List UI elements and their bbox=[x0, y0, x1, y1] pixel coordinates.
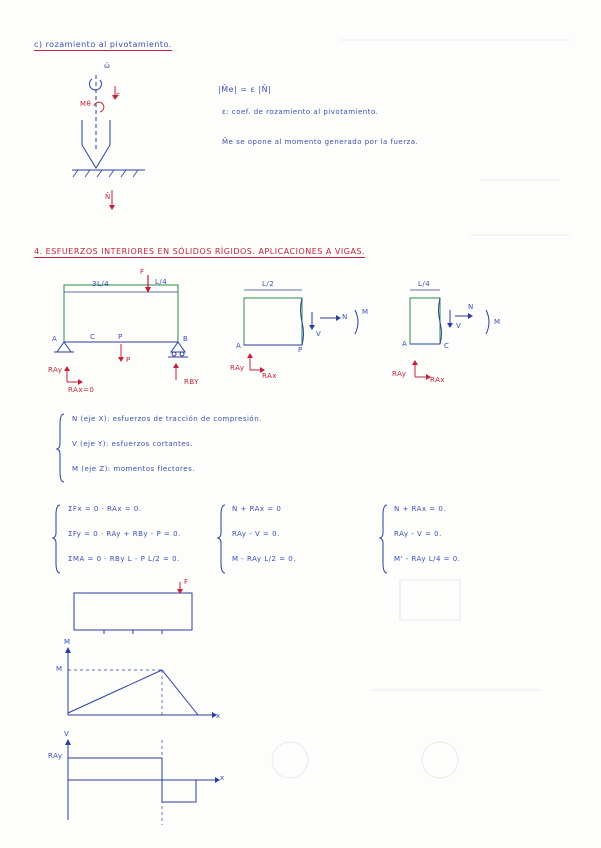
beam-rax: RAx=0 bbox=[68, 386, 95, 394]
eq-left-3: ΣMA = 0 · RBy L - P L/2 = 0. bbox=[68, 555, 180, 563]
bleed-through bbox=[272, 40, 570, 778]
cut2-n: N bbox=[468, 303, 474, 311]
braces bbox=[53, 414, 387, 573]
eq-right-2: RAy - V = 0. bbox=[394, 530, 442, 538]
eq-left-1: ΣFx = 0 · RAx = 0. bbox=[68, 505, 142, 513]
eq-left-2: ΣFy = 0 · RAy + RBy - P = 0. bbox=[68, 530, 181, 538]
omega-label: ω̄ bbox=[104, 62, 111, 70]
def-m: M (eje Z): momentos flectores. bbox=[72, 465, 195, 473]
cut1-v: V bbox=[316, 330, 322, 338]
cut1-dim: L/2 bbox=[262, 280, 275, 288]
beam-rby: RBY bbox=[184, 378, 200, 386]
eq-mid-2: RAy - V = 0. bbox=[232, 530, 280, 538]
moment-me-label: Mθ bbox=[80, 100, 92, 108]
cut1-drawing bbox=[244, 290, 358, 373]
moment-x-label: x bbox=[216, 712, 221, 720]
pivot-equation: |M̄e| = ε |N̄| bbox=[218, 85, 272, 94]
beam-point-b: B bbox=[183, 335, 189, 343]
pivot-desc-1: ε: coef. de rozamiento al pivotamiento. bbox=[222, 108, 379, 116]
cut1-point-a: A bbox=[236, 342, 242, 350]
shear-x-label: x bbox=[220, 774, 225, 782]
def-v: V (eje Y): esfuerzos cortantes. bbox=[72, 440, 193, 448]
beam-drawing bbox=[54, 275, 188, 385]
cut2-dim: L/4 bbox=[418, 280, 431, 288]
eq-mid-1: N + RAx = 0 bbox=[232, 505, 282, 513]
def-n: N (eje X): esfuerzos de tracción de compresión. bbox=[72, 415, 262, 423]
normal-n-label: N̄ bbox=[105, 193, 111, 201]
cut2-m: M bbox=[494, 318, 501, 326]
cut1-rax: RAx bbox=[262, 372, 278, 380]
force-f-label: F bbox=[116, 92, 121, 100]
eq-right-1: N + RAx = 0. bbox=[394, 505, 447, 513]
shear-diagram bbox=[65, 739, 220, 825]
cut1-n: N bbox=[342, 313, 348, 321]
diagram-force-label: F bbox=[184, 578, 189, 586]
beam-point-c: C bbox=[90, 333, 96, 341]
cut2-v: V bbox=[456, 322, 462, 330]
cut2-point-c: C bbox=[444, 342, 450, 350]
beam-ray: RAy bbox=[48, 366, 63, 374]
pivot-drawing bbox=[72, 75, 145, 210]
beam-point-a: A bbox=[52, 335, 58, 343]
cut1-ray: RAy bbox=[230, 364, 245, 372]
shear-tick-label: RAy bbox=[48, 752, 63, 760]
beam-point-p: P bbox=[118, 333, 123, 341]
force-diagram bbox=[74, 582, 192, 634]
moment-axis-label: M bbox=[64, 638, 71, 646]
moment-diagram bbox=[65, 647, 217, 718]
cut2-point-a: A bbox=[402, 340, 408, 348]
cut2-rax: RAx bbox=[430, 376, 446, 384]
beam-dim-left: 3L/4 bbox=[92, 280, 110, 288]
beam-force-label: F bbox=[140, 268, 145, 276]
cut1-point-p: P bbox=[298, 346, 303, 354]
cut1-m: M bbox=[362, 308, 369, 316]
cut2-drawing bbox=[410, 290, 489, 380]
section-4-title: 4. ESFUERZOS INTERIORES EN SÓLIDOS RÍGIDOS. APLICACIONES A VIGAS. bbox=[34, 247, 366, 256]
eq-mid-3: M - RAy L/2 = 0. bbox=[232, 555, 296, 563]
pivot-desc-2: M̄e se opone al momento generado por la fuerza. bbox=[222, 138, 419, 146]
eq-right-3: M' - RAy L/4 = 0. bbox=[394, 555, 461, 563]
section-c-title: c) rozamiento al pivotamiento. bbox=[34, 40, 172, 49]
beam-dim-right: L/4 bbox=[155, 278, 168, 286]
shear-axis-label: V bbox=[64, 730, 70, 738]
beam-load-p: P bbox=[126, 356, 131, 364]
cut2-ray: RAy bbox=[392, 370, 407, 378]
moment-tick-label: M bbox=[56, 665, 63, 673]
